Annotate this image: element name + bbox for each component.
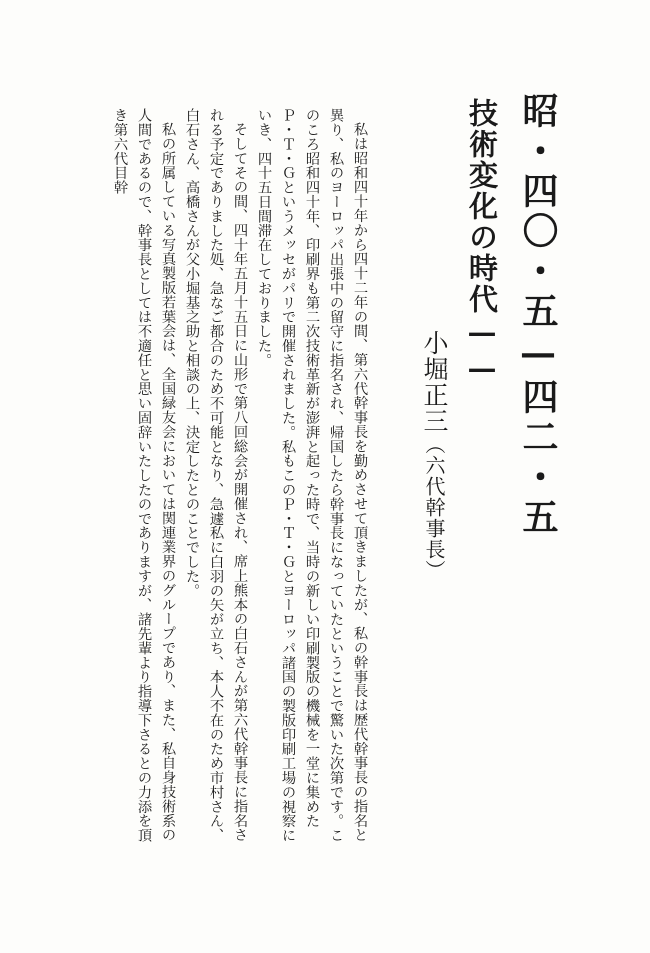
body-paragraph: そしてその間、四十年五月十五日に山形で第八回総会が開催され、席上熊本の白石さんが第六代幹事長に指名される予定でありました処、急なご都合のため不可能となり、急遽私に白羽の矢が立ち、本人不在のため市村さん、白石さん、高橋さんが父小堀基之助と相談の上、決定したとのことでした。 [184, 108, 248, 843]
author-role: （六代幹事長） [422, 434, 446, 581]
author-name: 小堀正三 [420, 330, 449, 434]
body-paragraph: 私は昭和四十年から四十二年の間、第六代幹事長を勤めさせて頂きましたが、私の幹事長は歴代幹事長の指名と異り、私のヨーロッパ出張中の留守に指名され、帰国したら幹事長になっていたということで驚いた次第です。このころ昭和四十年、印刷界も第二次技術革新が澎湃と起った時で、当時の新しい印刷製版の機械を一堂に集めたＰ・Ｔ・Ｇというメッセがパリで開催されました。私もこのＰ・Ｔ・Ｇとヨーロッパ諸国の製版印刷工場の視察にいき、四十五日間滞在しておりました。 [256, 108, 368, 843]
heading-date: 昭・四〇・五—四二・五 [517, 92, 559, 538]
heading-title: 技術変化の時代—— [465, 98, 499, 387]
body-paragraph: 私の所属している写真製版若葉会は、全国緑友会においては関連業界のグループであり、また、私自身技術系の人間であるので、幹事長としては不適任と思い固辞いたしたのでありますが、諸先輩より指導下さるとの力添を頂き第六代目幹 [112, 108, 176, 843]
body-text [108, 108, 372, 848]
author-line [418, 330, 450, 581]
